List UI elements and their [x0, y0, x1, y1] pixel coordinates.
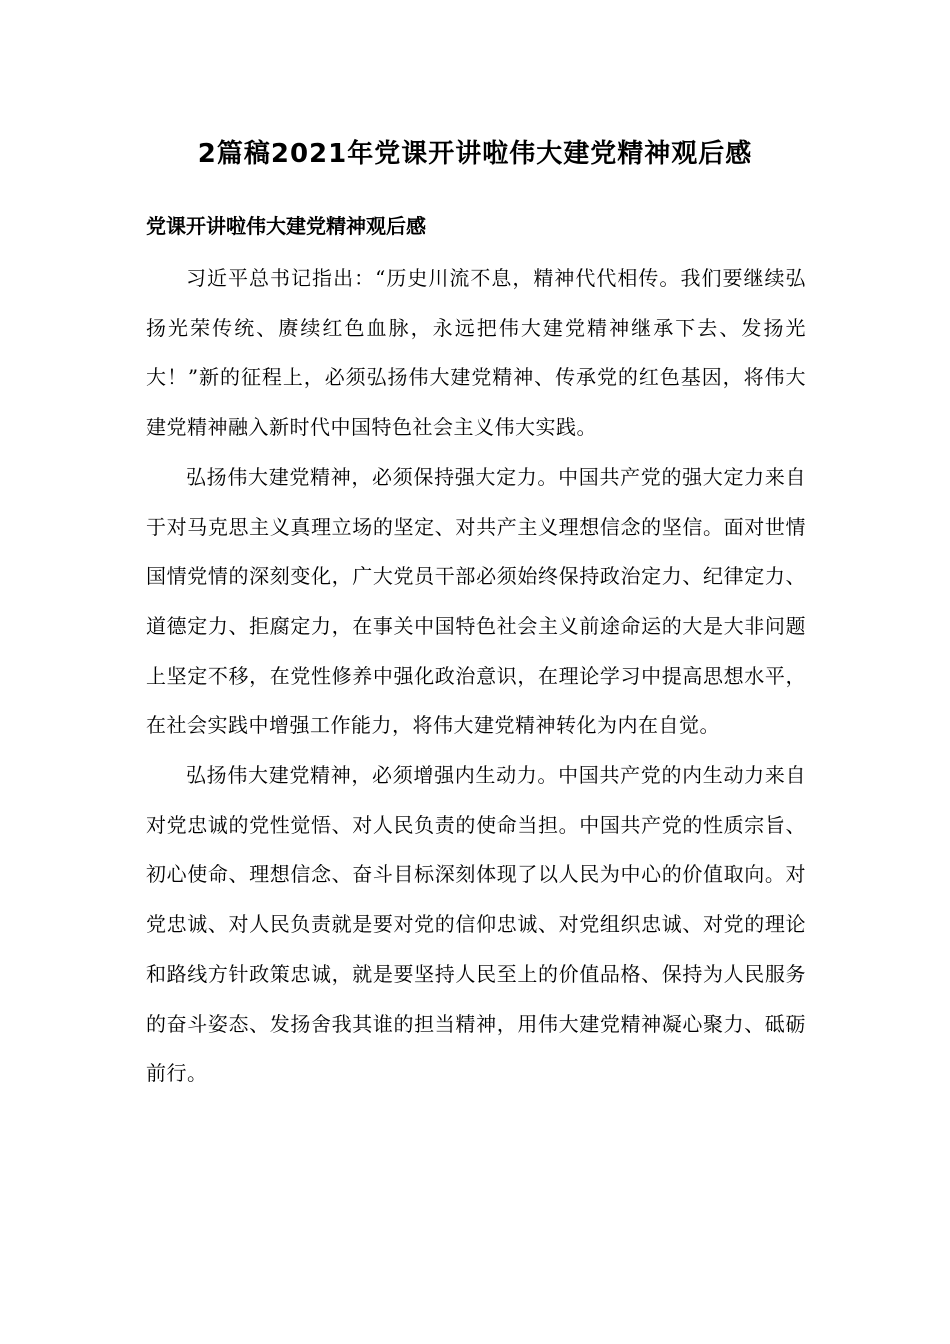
document-title: 2篇稿2021年党课开讲啦伟大建党精神观后感 — [197, 139, 753, 169]
paragraph-1: 习近平总书记指出：“历史川流不息，精神代代相传。我们要继续弘扬光荣传统、赓续红色血脉，永远把伟大建党精神继承下去、发扬光大！”新的征程上，必须弘扬伟大建党精神、传承党的红色基因，将伟大建党精神融入新时代中国特色社会主义伟大实践。 — [146, 266, 806, 440]
body-text — [146, 254, 806, 1099]
section-heading: 党课开讲啦伟大建党精神观后感 — [146, 214, 426, 238]
paragraph-2: 弘扬伟大建党精神，必须保持强大定力。中国共产党的强大定力来自于对马克思主义真理立场的坚定、对共产主义理想信念的坚信。面对世情国情党情的深刻变化，广大党员干部必须始终保持政治定力、纪律定力、道德定力、拒腐定力，在事关中国特色社会主义前途命运的大是大非问题上坚定不移，在党性修养中强化政治意识，在理论学习中提高思想水平，在社会实践中增强工作能力，将伟大建党精神转化为内在自觉。 — [146, 464, 806, 738]
paragraph-3: 弘扬伟大建党精神，必须增强内生动力。中国共产党的内生动力来自对党忠诚的党性觉悟、对人民负责的使命当担。中国共产党的性质宗旨、初心使命、理想信念、奋斗目标深刻体现了以人民为中心的价值取向。对党忠诚、对人民负责就是要对党的信仰忠诚、对党组织忠诚、对党的理论和路线方针政策忠诚，就是要坚持人民至上的价值品格、保持为人民服务的奋斗姿态、发扬舍我其谁的担当精神，用伟大建党精神凝心聚力、砥砺前行。 — [146, 763, 806, 1086]
